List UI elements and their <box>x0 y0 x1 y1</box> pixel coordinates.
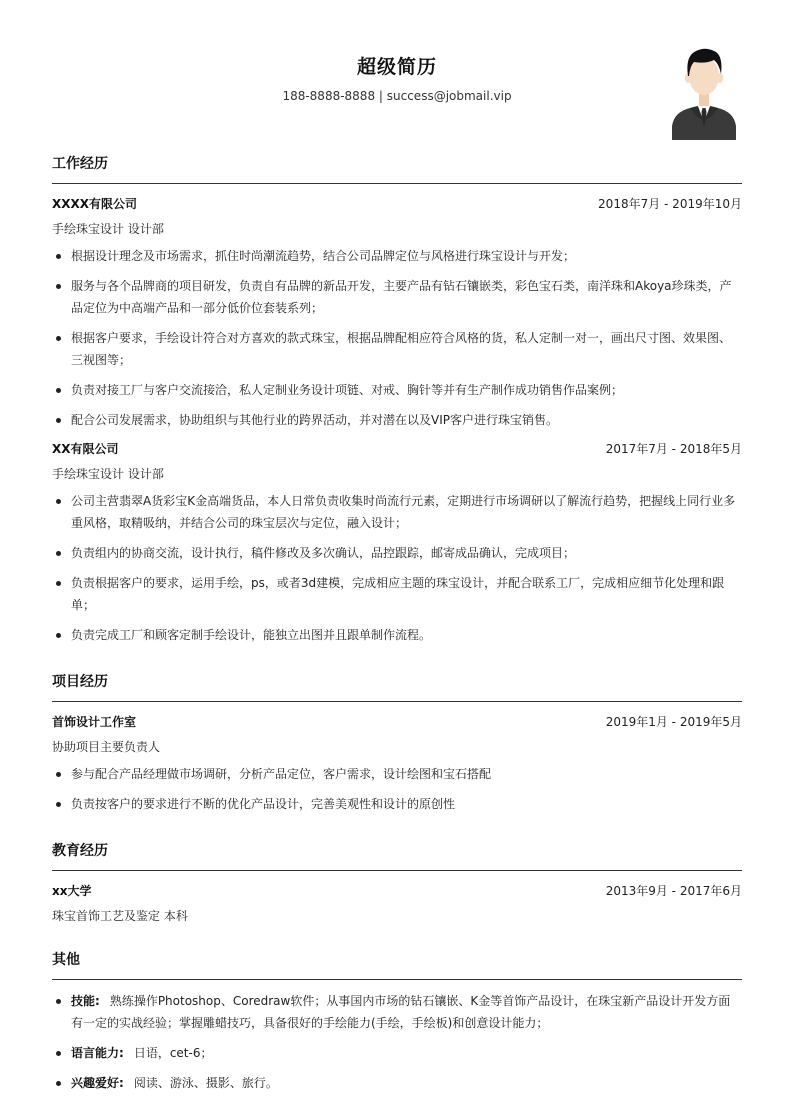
item-label: 技能: <box>71 994 100 1008</box>
work-entry <box>52 439 742 646</box>
date-range: 2013年9月 - 2017年6月 <box>605 884 742 898</box>
person-avatar-icon <box>670 46 738 140</box>
company-name: XX有限公司 <box>52 442 119 456</box>
job-title: 手绘珠宝设计 设计部 <box>52 467 164 481</box>
date-range: 2017年7月 - 2018年5月 <box>605 442 742 456</box>
bullet-text: 负责对接工厂与客户交流接洽，私人定制业务设计项链、对戒、胸针等并有生产制作成功销售作品案例； <box>71 383 624 397</box>
list-item <box>52 1042 742 1064</box>
major-degree: 珠宝首饰工艺及鉴定 本科 <box>52 909 188 923</box>
project-name: 首饰设计工作室 <box>52 715 137 729</box>
project-role: 协助项目主要负责人 <box>52 740 161 754</box>
bullet-dot <box>56 581 61 586</box>
section-title: 工作经历 <box>52 154 742 184</box>
list-item <box>52 990 742 1034</box>
list-item <box>52 572 742 616</box>
entry-header <box>52 194 742 214</box>
list-item <box>52 1072 742 1094</box>
bullet-dot <box>56 551 61 556</box>
bullet-dot <box>56 633 61 638</box>
bullet-dot <box>56 254 61 259</box>
date-range: 2018年7月 - 2019年10月 <box>598 197 742 211</box>
section-title: 其他 <box>52 950 742 980</box>
work-experience-section <box>52 154 742 646</box>
list-item <box>52 379 742 401</box>
bullet-text: 服务与各个品牌商的项目研发，负责自有品牌的新品开发，主要产品有钻石镶嵌类，彩色宝石类，南洋珠和Akoya珍珠类，产品定位为中高端产品和一部分低价位套装系列； <box>71 279 732 315</box>
entry-header <box>52 881 742 901</box>
company-name: XXXX有限公司 <box>52 197 138 211</box>
list-item <box>52 327 742 371</box>
education-entry <box>52 881 742 926</box>
project-experience-section <box>52 672 742 815</box>
date-range: 2019年1月 - 2019年5月 <box>605 715 742 729</box>
education-section <box>52 841 742 926</box>
resume-header <box>52 46 742 146</box>
bullet-dot <box>56 999 61 1004</box>
entry-header <box>52 712 742 732</box>
work-entry <box>52 194 742 431</box>
bullet-dot <box>56 772 61 777</box>
bullet-text: 负责组内的协商交流，设计执行，稿件修改及多次确认，品控跟踪，邮寄成品确认，完成项目； <box>71 546 576 560</box>
list-item <box>52 490 742 534</box>
bullet-list <box>52 990 742 1094</box>
list-item <box>52 793 742 815</box>
list-item <box>52 624 742 646</box>
list-item <box>52 245 742 267</box>
resume-content <box>52 154 742 1102</box>
bullet-text: 根据设计理念及市场需求，抓住时尚潮流趋势，结合公司品牌定位与风格进行珠宝设计与开发； <box>71 249 576 263</box>
item-text: 熟练操作Photoshop、Coredraw软件；从事国内市场的钻石镶嵌、K金等首饰产品设计，在珠宝新产品设计开发方面有一定的实战经验；掌握雕蜡技巧，具备很好的手绘能力(手绘，手绘板)和创意设计能力； <box>71 994 731 1030</box>
resume-title: 超级简历 <box>356 56 437 78</box>
bullet-text: 参与配合产品经理做市场调研，分析产品定位，客户需求，设计绘图和宝石搭配 <box>71 767 492 781</box>
list-item <box>52 409 742 431</box>
list-item <box>52 763 742 785</box>
bullet-list <box>52 490 742 646</box>
bullet-dot <box>56 284 61 289</box>
bullet-dot <box>56 418 61 423</box>
bullet-text: 根据客户要求，手绘设计符合对方喜欢的款式珠宝，根据品牌配相应符合风格的货，私人定制一对一，画出尺寸图、效果图、三视图等； <box>71 331 732 367</box>
bullet-dot <box>56 1051 61 1056</box>
bullet-text: 负责按客户的要求进行不断的优化产品设计，完善美观性和设计的原创性 <box>71 797 456 811</box>
item-label: 兴趣爱好: <box>71 1076 124 1090</box>
bullet-text: 负责完成工厂和顾客定制手绘设计，能独立出图并且跟单制作流程。 <box>71 628 432 642</box>
entry-header <box>52 439 742 459</box>
section-title: 项目经历 <box>52 672 742 702</box>
job-title: 手绘珠宝设计 设计部 <box>52 222 164 236</box>
bullet-list <box>52 245 742 431</box>
contact-info: 188-8888-8888 | success@jobmail.vip <box>282 89 512 103</box>
other-section <box>52 950 742 1094</box>
project-entry <box>52 712 742 815</box>
bullet-list <box>52 763 742 815</box>
bullet-text: 负责根据客户的要求，运用手绘，ps，或者3d建模，完成相应主题的珠宝设计，并配合联系工厂，完成相应细节化处理和跟单； <box>71 576 725 612</box>
bullet-text: 公司主营翡翠A货彩宝K金高端货品，本人日常负责收集时尚流行元素，定期进行市场调研以了解流行趋势，把握线上同行业多重风格，取精吸纳，并结合公司的珠宝层次与定位，融入设计； <box>71 494 736 530</box>
bullet-dot <box>56 499 61 504</box>
item-text: 阅读、游泳、摄影、旅行。 <box>133 1076 278 1090</box>
bullet-dot <box>56 336 61 341</box>
item-label: 语言能力: <box>71 1046 124 1060</box>
bullet-dot <box>56 802 61 807</box>
list-item <box>52 275 742 319</box>
list-item <box>52 542 742 564</box>
item-text: 日语，cet-6； <box>133 1046 213 1060</box>
bullet-text: 配合公司发展需求，协助组织与其他行业的跨界活动，并对潜在以及VIP客户进行珠宝销售。 <box>71 413 558 427</box>
school-name: xx大学 <box>52 884 92 898</box>
bullet-dot <box>56 388 61 393</box>
section-title: 教育经历 <box>52 841 742 871</box>
bullet-dot <box>56 1081 61 1086</box>
